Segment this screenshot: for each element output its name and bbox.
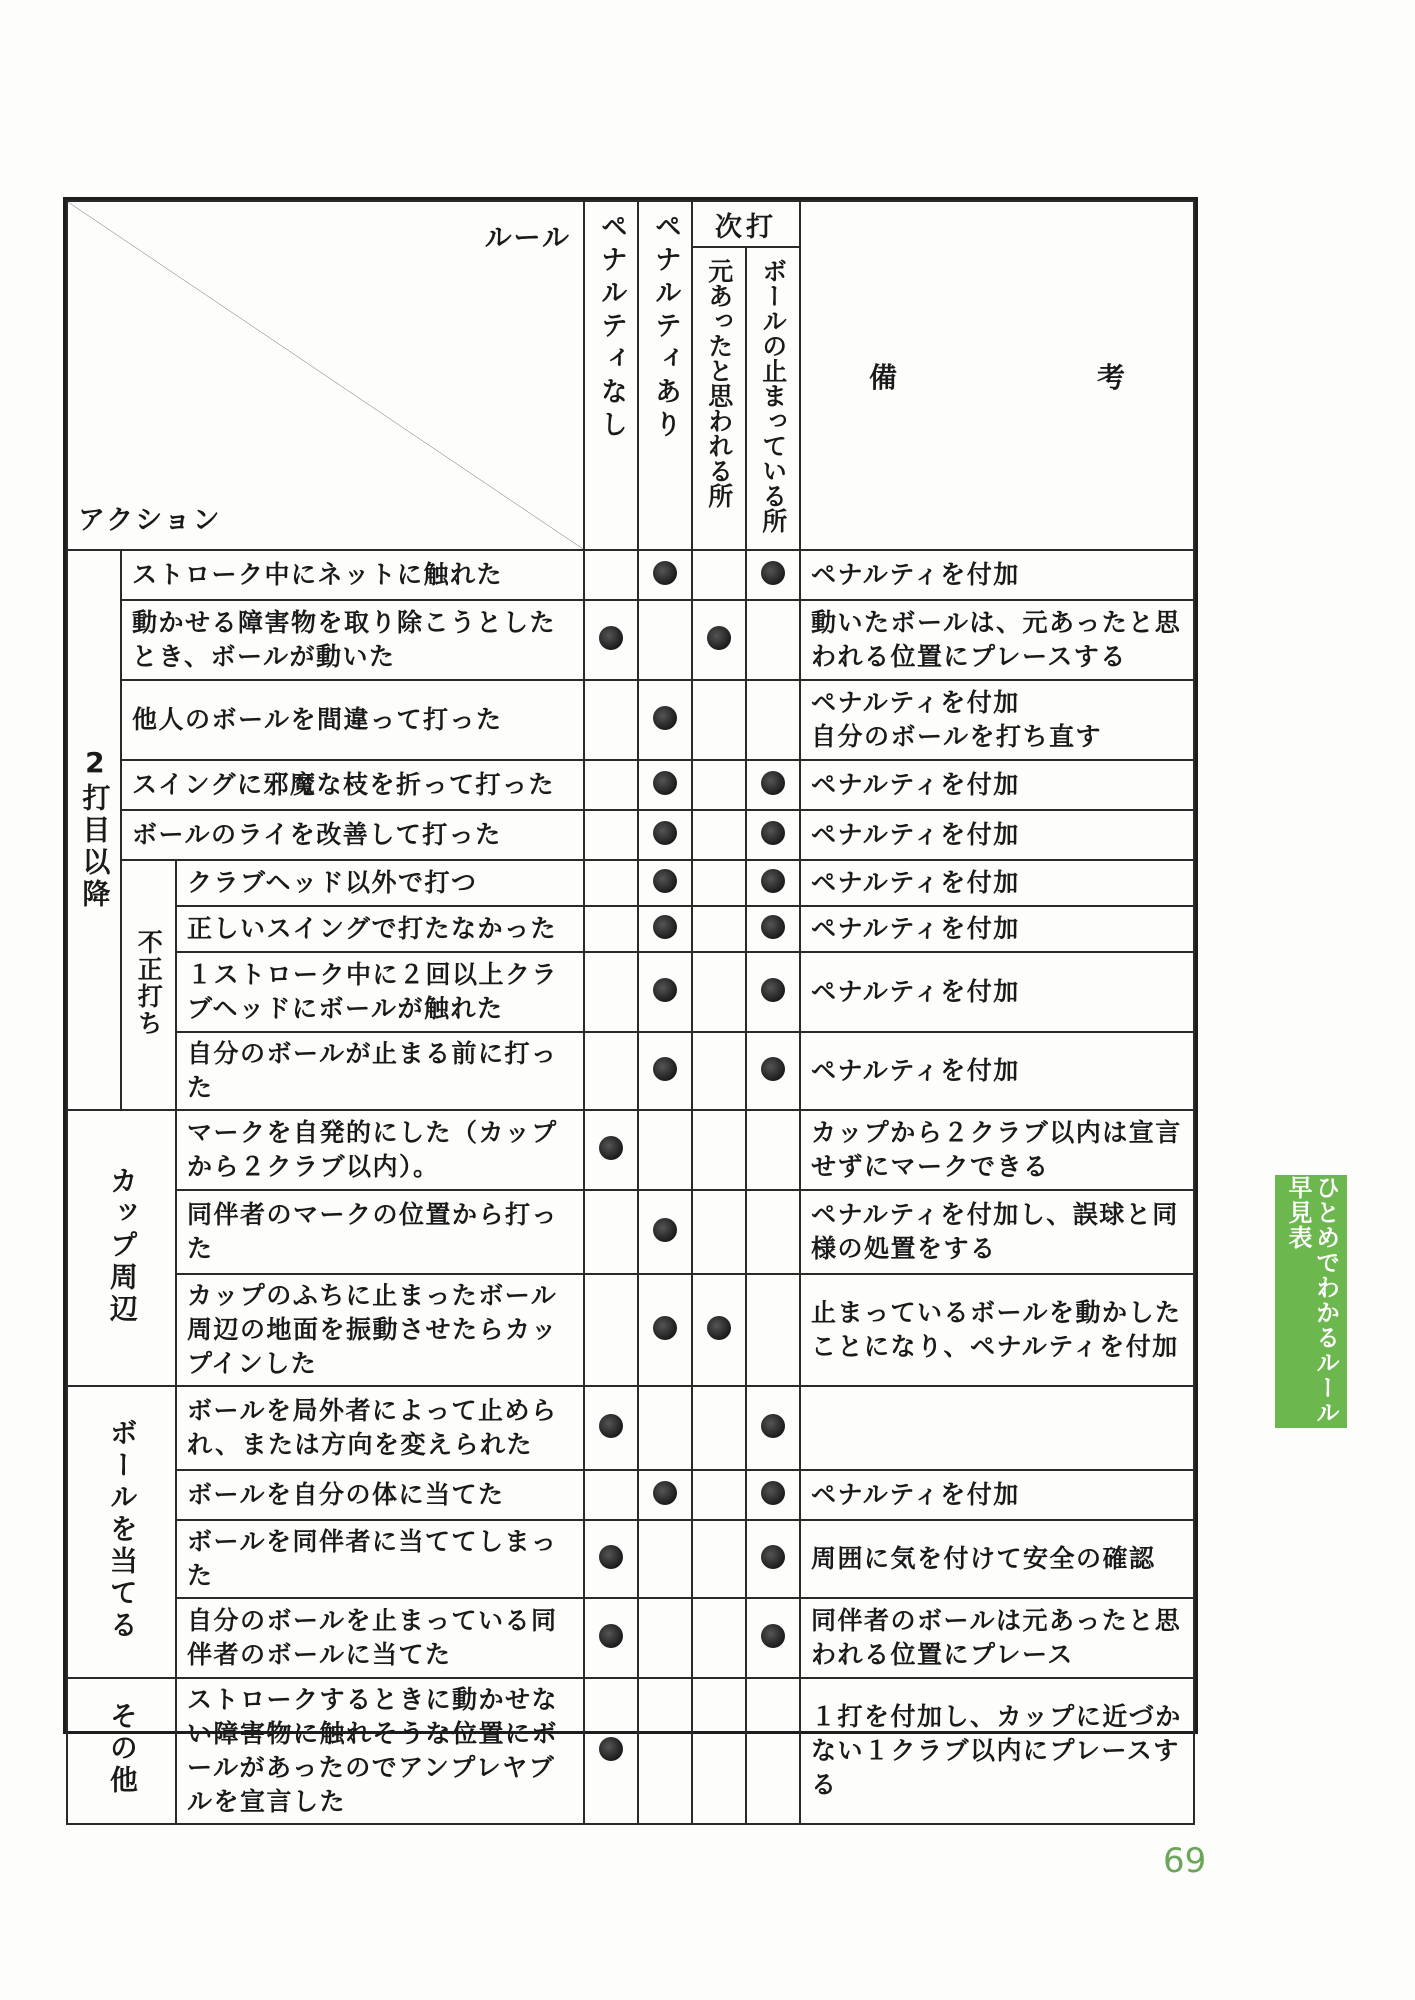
mark-penalty xyxy=(638,1678,692,1824)
subcategory-label: 不正打ち xyxy=(134,929,164,1037)
remark-cell: 止まっているボールを動かしたことになり、ペナルティを付加 xyxy=(800,1274,1194,1386)
action-cell: 自分のボールが止まる前に打った xyxy=(176,1032,584,1110)
table-row xyxy=(67,1032,1194,1110)
mark-no-penalty xyxy=(584,600,638,680)
filled-circle-icon xyxy=(653,1218,677,1242)
table-row xyxy=(67,1110,1194,1190)
action-cell: カップのふちに止まったボール周辺の地面を振動させたらカップインした xyxy=(176,1274,584,1386)
filled-circle-icon xyxy=(653,561,677,585)
table-row xyxy=(67,1386,1194,1470)
table-row xyxy=(67,952,1194,1032)
mark-original xyxy=(692,1110,746,1190)
mark-penalty xyxy=(638,1190,692,1274)
action-cell: 正しいスイングで打たなかった xyxy=(176,906,584,952)
mark-penalty xyxy=(638,810,692,860)
category-label: カップ周辺 xyxy=(105,1166,139,1326)
remarks-header xyxy=(800,201,1194,550)
mark-no-penalty xyxy=(584,860,638,906)
table-row xyxy=(67,810,1194,860)
header-diagonal-cell xyxy=(67,201,584,550)
mark-original xyxy=(692,600,746,680)
table-row xyxy=(67,1678,1194,1824)
filled-circle-icon xyxy=(599,1737,623,1761)
filled-circle-icon xyxy=(653,1481,677,1505)
mark-no-penalty xyxy=(584,906,638,952)
action-cell: 他人のボールを間違って打った xyxy=(121,680,584,760)
mark-stopped xyxy=(746,810,800,860)
table-row xyxy=(67,1470,1194,1520)
action-cell: 同伴者のマークの位置から打った xyxy=(176,1190,584,1274)
mark-no-penalty xyxy=(584,1470,638,1520)
mark-original xyxy=(692,810,746,860)
mark-original xyxy=(692,1386,746,1470)
mark-stopped xyxy=(746,1386,800,1470)
mark-penalty xyxy=(638,1274,692,1386)
page-number: 69 xyxy=(1163,1841,1207,1881)
filled-circle-icon xyxy=(653,915,677,939)
mark-stopped xyxy=(746,550,800,600)
filled-circle-icon xyxy=(653,1057,677,1081)
category-label: その他 xyxy=(105,1701,139,1797)
mark-stopped xyxy=(746,1110,800,1190)
subcategory-foul-stroke xyxy=(121,860,176,1110)
filled-circle-icon xyxy=(707,1316,731,1340)
filled-circle-icon xyxy=(653,978,677,1002)
category-around-cup xyxy=(67,1110,176,1386)
mark-stopped xyxy=(746,680,800,760)
mark-no-penalty xyxy=(584,1520,638,1598)
action-cell: ボールを自分の体に当てた xyxy=(176,1470,584,1520)
mark-original xyxy=(692,1190,746,1274)
action-cell: マークを自発的にした（カップから２クラブ以内）。 xyxy=(176,1110,584,1190)
mark-no-penalty xyxy=(584,1678,638,1824)
remark-cell: ペナルティを付加 xyxy=(800,952,1194,1032)
remark-cell: ペナルティを付加 xyxy=(800,1032,1194,1110)
filled-circle-icon xyxy=(761,561,785,585)
filled-circle-icon xyxy=(599,1545,623,1569)
filled-circle-icon xyxy=(761,915,785,939)
mark-original xyxy=(692,1274,746,1386)
mark-penalty xyxy=(638,550,692,600)
mark-original xyxy=(692,1598,746,1678)
mark-penalty xyxy=(638,1110,692,1190)
col-original-header xyxy=(692,247,746,550)
mark-original xyxy=(692,952,746,1032)
remark-cell: 同伴者のボールは元あったと思われる位置にプレース xyxy=(800,1598,1194,1678)
category-other xyxy=(67,1678,176,1824)
filled-circle-icon xyxy=(653,1316,677,1340)
mark-stopped xyxy=(746,1598,800,1678)
side-tab-label: ひとめでわかるルール早見表 xyxy=(1284,1175,1340,1425)
mark-penalty xyxy=(638,1520,692,1598)
col-penalty-label: ペナルティあり xyxy=(649,212,681,443)
action-cell: ボールを同伴者に当ててしまった xyxy=(176,1520,584,1598)
mark-no-penalty xyxy=(584,810,638,860)
rules-table-frame xyxy=(63,197,1198,1816)
mark-original xyxy=(692,550,746,600)
mark-penalty xyxy=(638,952,692,1032)
filled-circle-icon xyxy=(599,1624,623,1648)
filled-circle-icon xyxy=(653,821,677,845)
mark-original xyxy=(692,1520,746,1598)
table-row xyxy=(67,906,1194,952)
action-cell: 動かせる障害物を取り除こうとしたとき、ボールが動いた xyxy=(121,600,584,680)
remark-cell: ペナルティを付加 xyxy=(800,860,1194,906)
mark-no-penalty xyxy=(584,1274,638,1386)
filled-circle-icon xyxy=(653,706,677,730)
col-stopped-header xyxy=(746,247,800,550)
remark-cell: ペナルティを付加 xyxy=(800,550,1194,600)
side-index-tab xyxy=(1275,1175,1347,1428)
mark-penalty xyxy=(638,760,692,810)
filled-circle-icon xyxy=(707,626,731,650)
mark-no-penalty xyxy=(584,550,638,600)
mark-no-penalty xyxy=(584,760,638,810)
table-row xyxy=(67,1598,1194,1678)
table-row xyxy=(67,1274,1194,1386)
action-cell: 自分のボールを止まっている同伴者のボールに当てた xyxy=(176,1598,584,1678)
mark-original xyxy=(692,906,746,952)
mark-stopped xyxy=(746,1190,800,1274)
filled-circle-icon xyxy=(761,821,785,845)
mark-penalty xyxy=(638,1386,692,1470)
filled-circle-icon xyxy=(653,771,677,795)
action-cell: ストローク中にネットに触れた xyxy=(121,550,584,600)
mark-no-penalty xyxy=(584,680,638,760)
remark-cell: ペナルティを付加 xyxy=(800,760,1194,810)
filled-circle-icon xyxy=(761,1624,785,1648)
remark-cell: ペナルティを付加 xyxy=(800,906,1194,952)
remark-cell: カップから２クラブ以内は宣言せずにマークできる xyxy=(800,1110,1194,1190)
remark-cell: ペナルティを付加 xyxy=(800,810,1194,860)
filled-circle-icon xyxy=(653,869,677,893)
mark-original xyxy=(692,760,746,810)
action-cell: ボールのライを改善して打った xyxy=(121,810,584,860)
mark-no-penalty xyxy=(584,1386,638,1470)
remark-cell: 周囲に気を付けて安全の確認 xyxy=(800,1520,1194,1598)
remark-cell: ペナルティを付加し、誤球と同様の処置をする xyxy=(800,1190,1194,1274)
mark-stopped xyxy=(746,1274,800,1386)
table-row xyxy=(67,1190,1194,1274)
action-cell: ストロークするときに動かせない障害物に触れそうな位置にボールがあったのでアンプレヤブルを宣言した xyxy=(176,1678,584,1824)
mark-stopped xyxy=(746,906,800,952)
rules-table xyxy=(66,200,1195,1825)
category-ball-hit xyxy=(67,1386,176,1678)
action-cell: スイングに邪魔な枝を折って打った xyxy=(121,760,584,810)
mark-penalty xyxy=(638,1598,692,1678)
mark-penalty xyxy=(638,1032,692,1110)
category-label: ボールを当てる xyxy=(105,1418,139,1642)
mark-no-penalty xyxy=(584,1032,638,1110)
mark-penalty xyxy=(638,860,692,906)
mark-penalty xyxy=(638,1470,692,1520)
mark-stopped xyxy=(746,1032,800,1110)
mark-original xyxy=(692,1032,746,1110)
table-row xyxy=(67,600,1194,680)
mark-stopped xyxy=(746,952,800,1032)
action-cell: １ストローク中に２回以上クラブヘッドにボールが触れた xyxy=(176,952,584,1032)
remark-cell xyxy=(800,1386,1194,1470)
filled-circle-icon xyxy=(761,869,785,893)
next-shot-header: 次打 xyxy=(692,201,800,247)
mark-no-penalty xyxy=(584,1190,638,1274)
mark-penalty xyxy=(638,600,692,680)
filled-circle-icon xyxy=(761,1545,785,1569)
col-penalty-header xyxy=(638,201,692,550)
mark-no-penalty xyxy=(584,952,638,1032)
remarks-label-2: 考 xyxy=(1097,360,1126,394)
mark-penalty xyxy=(638,906,692,952)
mark-stopped xyxy=(746,1520,800,1598)
category-label: 2打目以降 xyxy=(78,745,112,911)
table-row xyxy=(67,860,1194,906)
remark-cell: ペナルティを付加 自分のボールを打ち直す xyxy=(800,680,1194,760)
col-original-label: 元あったと思われる所 xyxy=(704,258,734,508)
filled-circle-icon xyxy=(599,1414,623,1438)
mark-no-penalty xyxy=(584,1598,638,1678)
remark-cell: １打を付加し、カップに近づかない１クラブ以内にプレースする xyxy=(800,1678,1194,1824)
mark-original xyxy=(692,680,746,760)
filled-circle-icon xyxy=(761,771,785,795)
remarks-label-1: 備 xyxy=(869,360,898,394)
action-cell: ボールを局外者によって止められ、または方向を変えられた xyxy=(176,1386,584,1470)
rule-label: ルール xyxy=(484,223,572,254)
table-row xyxy=(67,1520,1194,1598)
mark-original xyxy=(692,1470,746,1520)
filled-circle-icon xyxy=(761,1057,785,1081)
remark-cell: 動いたボールは、元あったと思われる位置にプレースする xyxy=(800,600,1194,680)
table-row xyxy=(67,680,1194,760)
mark-penalty xyxy=(638,680,692,760)
filled-circle-icon xyxy=(761,1481,785,1505)
mark-stopped xyxy=(746,860,800,906)
col-no-penalty-header xyxy=(584,201,638,550)
category-second-shot xyxy=(67,550,121,1110)
mark-stopped xyxy=(746,760,800,810)
mark-stopped xyxy=(746,1678,800,1824)
mark-no-penalty xyxy=(584,1110,638,1190)
table-row xyxy=(67,550,1194,600)
remark-cell: ペナルティを付加 xyxy=(800,1470,1194,1520)
filled-circle-icon xyxy=(761,978,785,1002)
filled-circle-icon xyxy=(761,1414,785,1438)
table-row xyxy=(67,760,1194,810)
mark-stopped xyxy=(746,1470,800,1520)
col-stopped-label: ボールの止まっている所 xyxy=(758,258,788,533)
filled-circle-icon xyxy=(599,626,623,650)
action-cell: クラブヘッド以外で打つ xyxy=(176,860,584,906)
action-label: アクション xyxy=(78,505,222,536)
col-no-penalty-label: ペナルティなし xyxy=(595,212,627,443)
mark-original xyxy=(692,1678,746,1824)
filled-circle-icon xyxy=(599,1136,623,1160)
mark-original xyxy=(692,860,746,906)
mark-stopped xyxy=(746,600,800,680)
